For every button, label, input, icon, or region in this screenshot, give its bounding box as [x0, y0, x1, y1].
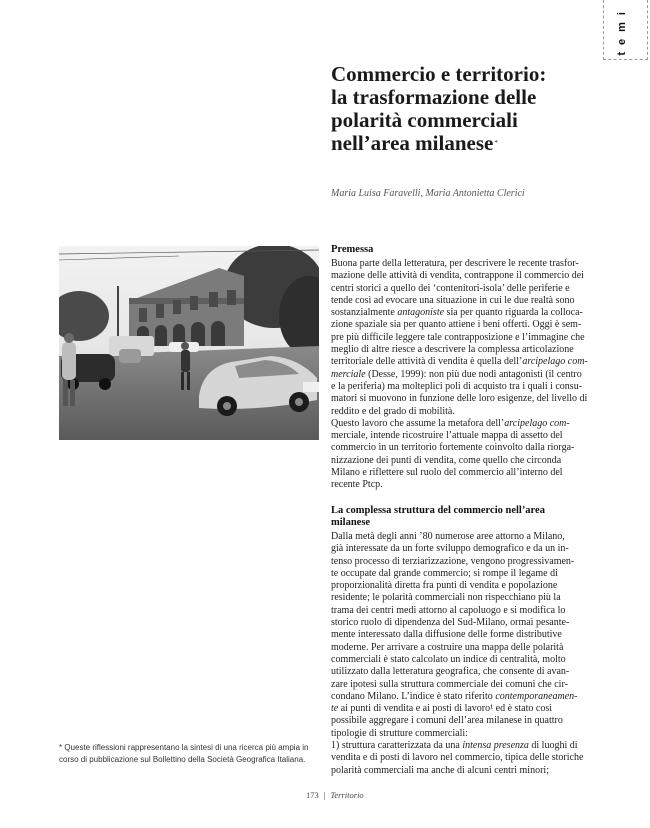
text-line: Milano e riflettere sul ruolo del commercio all’interno del	[331, 467, 563, 479]
text-line: mazione delle attività di vendita, contrappone il commercio dei	[331, 270, 584, 282]
text-line: nizzazione dei punti di vendita, come quello che circonda	[331, 454, 562, 466]
footnote	[59, 742, 321, 765]
street-photo	[59, 246, 319, 440]
text-line: merciale (Desse, 1999): non più due nodi antagonisti (il centro	[331, 368, 582, 380]
title-line: la trasformazione delle	[331, 85, 537, 109]
text-line: pre più difficile leggere tale contrapposizione e l’immagine che	[331, 331, 585, 343]
text-line: Dalla metà degli anni ’80 numerose aree attorno a Milano,	[331, 531, 565, 542]
text-line: trama dei centri medi attorno al capoluogo e si modifica lo	[331, 604, 566, 616]
section-tab	[603, 0, 648, 60]
text-line: merciale, intende ricostruire l’attuale mappa di assetto del	[331, 430, 563, 442]
text-line: zare ipotesi sulla struttura commerciale dei comuni che cir-	[331, 678, 568, 690]
text-line: storico ruolo di dipendenza del Sud-Milano, ormai pesante-	[331, 617, 570, 629]
text-line: proporzionalità diretta fra punti di vendita e popolazione	[331, 580, 558, 592]
text-line: moderne. Per arrivare a costruire una mappa delle polarità	[331, 641, 564, 653]
text-line: residente; le polarità commerciali non rispecchiano più la	[331, 592, 561, 604]
footnote-line: corso di pubblicazione sul Bollettino della Società Geografica Italiana.	[59, 754, 306, 764]
text-line: recente Ptcp.	[331, 479, 383, 491]
text-line: tenso processo di terziarizzazione, vengono progressivamen-	[331, 555, 575, 567]
text-line: reddito e del grado di mobilità.	[331, 405, 455, 417]
section-body	[331, 531, 619, 777]
article-title	[331, 63, 591, 155]
folio-separator: |	[323, 790, 326, 800]
section-heading	[331, 244, 619, 256]
section-body	[331, 258, 619, 492]
text-line: zione spaziale sia per quanto attiene i beni offerti. Oggi è sem-	[331, 319, 582, 331]
text-line: polarità commerciali ma anche di alcuni centri minori;	[331, 764, 549, 776]
section-tab-label: temi	[616, 5, 628, 56]
heading-line: Premessa	[331, 244, 374, 255]
section-heading	[331, 505, 619, 529]
section-struttura	[331, 505, 619, 777]
text-line: te ai punti di vendita e ai posti di lavoro¹ ed è stato così	[331, 703, 553, 715]
text-line: vendita e di posti di lavoro nel commercio, tipica delle storiche	[331, 752, 584, 764]
text-line: te occupate dal grande commercio; si rompe il legame di	[331, 567, 558, 579]
article-authors: Maria Luisa Faravelli, Maria Antonietta Clerici	[331, 188, 525, 199]
text-line: già interessate da un forte sviluppo demografico e da un in-	[331, 543, 569, 555]
title-line-last	[331, 132, 591, 155]
section-premessa	[331, 244, 619, 492]
heading-line: milanese	[331, 517, 371, 528]
page-number: 173	[306, 790, 319, 800]
text-line: Buona parte della letteratura, per descrivere le recente trasfor-	[331, 258, 579, 269]
text-line: e la periferia) ma molteplici poli di acquisto tra i quali i consu-	[331, 380, 583, 392]
text-line: meglio di altre riesce a descrivere la complessa articolazione	[331, 344, 574, 356]
title-note-mark: *	[494, 139, 498, 147]
text-line: commercio in un territorio fortemente coinvolto dalla riorga-	[331, 442, 575, 454]
text-line: mente interessato dalla diffusione delle forme distributive	[331, 629, 562, 641]
title-line: polarità commerciali	[331, 108, 518, 132]
journal-name: Territorio	[330, 790, 364, 800]
text-line: sostanzialmente antagoniste sia per quanto riguarda la colloca-	[331, 307, 583, 319]
street-photo-illustration	[59, 246, 319, 440]
text-line: 1) struttura caratterizzata da una intensa presenza di luoghi di	[331, 740, 578, 752]
text-line: matori si muovono in funzione delle loro esigenze, del livello di	[331, 393, 588, 405]
text-line: tende così ad evocare una situazione in cui le due realtà sono	[331, 294, 575, 306]
text-line: utilizzato dalla letteratura geografica, che consente di avan-	[331, 666, 570, 678]
text-line: territoriale delle attività di vendita è quella dell’arcipelago com-	[331, 356, 588, 368]
title-line: Commercio e territorio:	[331, 62, 547, 86]
text-line: tipologie di strutture commerciali:	[331, 727, 468, 739]
footnote-line: * Queste riflessioni rappresentano la sintesi di una ricerca più ampia in	[59, 743, 309, 752]
page-folio	[306, 790, 364, 800]
text-line: Questo lavoro che assume la metafora dell’arcipelago com-	[331, 417, 570, 429]
text-line: centri storici a quello dei ‘contenitori-isola’ delle periferie e	[331, 282, 570, 294]
title-line-text: nell’area milanese	[331, 131, 494, 155]
text-line: commerciali è stato calcolato un indice di centralità, molto	[331, 653, 566, 665]
heading-line: La complessa struttura del commercio nell’area	[331, 505, 545, 516]
text-line: possibile aggregare i comuni dell’area milanese in quattro	[331, 715, 563, 727]
text-line: condano Milano. L’indice è stato riferito contemporaneamen-	[331, 690, 578, 702]
